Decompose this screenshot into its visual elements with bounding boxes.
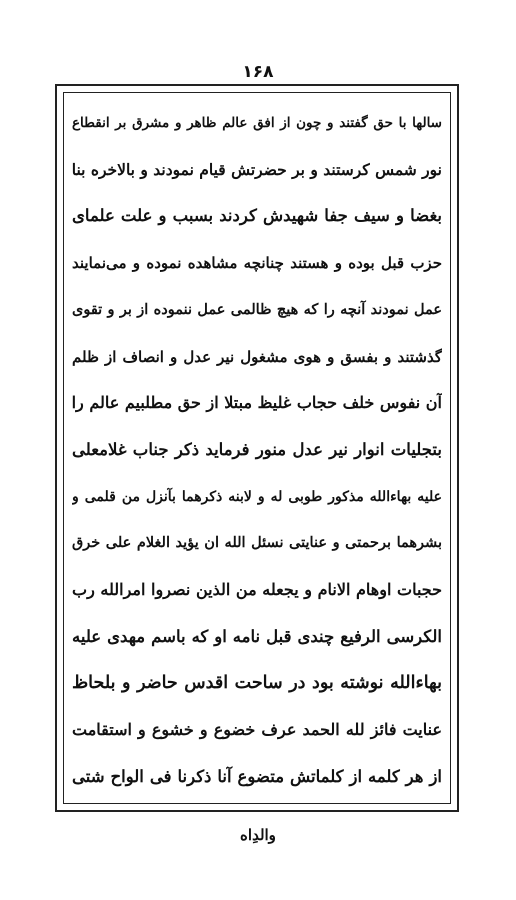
text-line-12: الکرسی الرفیع چندی قبل نامه او که باسم مهدی علیه	[72, 626, 442, 646]
text-line-5: عمل نمودند آنچه را که هیچ ظالمی عمل ننموده از بر و تقوی	[72, 300, 442, 318]
text-line-9: علیه بهاءالله مذکور طوبی له و لابنه ذکرهما بآنزل من قلمی و	[72, 488, 442, 505]
text-line-14: عنایت فائز لله الحمد عرف خضوع و خشوع و استقامت	[72, 720, 442, 740]
text-line-8: بتجلیات انوار نیر عدل منور فرماید ذکر جناب غلامعلی	[72, 439, 442, 459]
text-line-6: گذشتند و بفسق و هوی مشغول نیر عدل و انصاف از ظلم	[72, 347, 442, 366]
text-line-13: بهاءالله نوشته بود در ساحت اقدس حاضر و بلحاظ	[72, 673, 442, 694]
text-line-10: بشرهما برحمتی و عنایتی نسئل الله ان یؤید الغلام علی خرق	[72, 534, 442, 552]
text-line-7: آن نفوس خلف حجاب غلیظ مبتلا از حق مطلبیم عالم را	[72, 393, 442, 413]
text-line-3: بغضا و سیف جفا شهیدش کردند بسبب و علت علمای	[72, 206, 442, 226]
catchword: والدِاه	[240, 826, 276, 844]
manuscript-text-block	[72, 100, 442, 800]
text-line-4: حزب قبل بوده و هستند چنانچه مشاهده نموده و می‌نمایند	[72, 254, 442, 273]
text-line-1: سالها با حق گفتند و چون از افق عالم ظاهر و مشرق بر انقطاع	[72, 115, 442, 131]
page-number: ۱۶۸	[242, 62, 274, 82]
text-line-2: نور شمس کرستند و بر حضرتش قیام نمودند و بالاخره بنا	[72, 159, 442, 179]
text-line-15: از هر کلمه از کلماتش متضوع آنا ذکرنا فی الواح شتی	[72, 766, 442, 786]
text-line-11: حجبات اوهام الانام و یجعله من الذین نصروا امرالله رب	[72, 580, 442, 600]
